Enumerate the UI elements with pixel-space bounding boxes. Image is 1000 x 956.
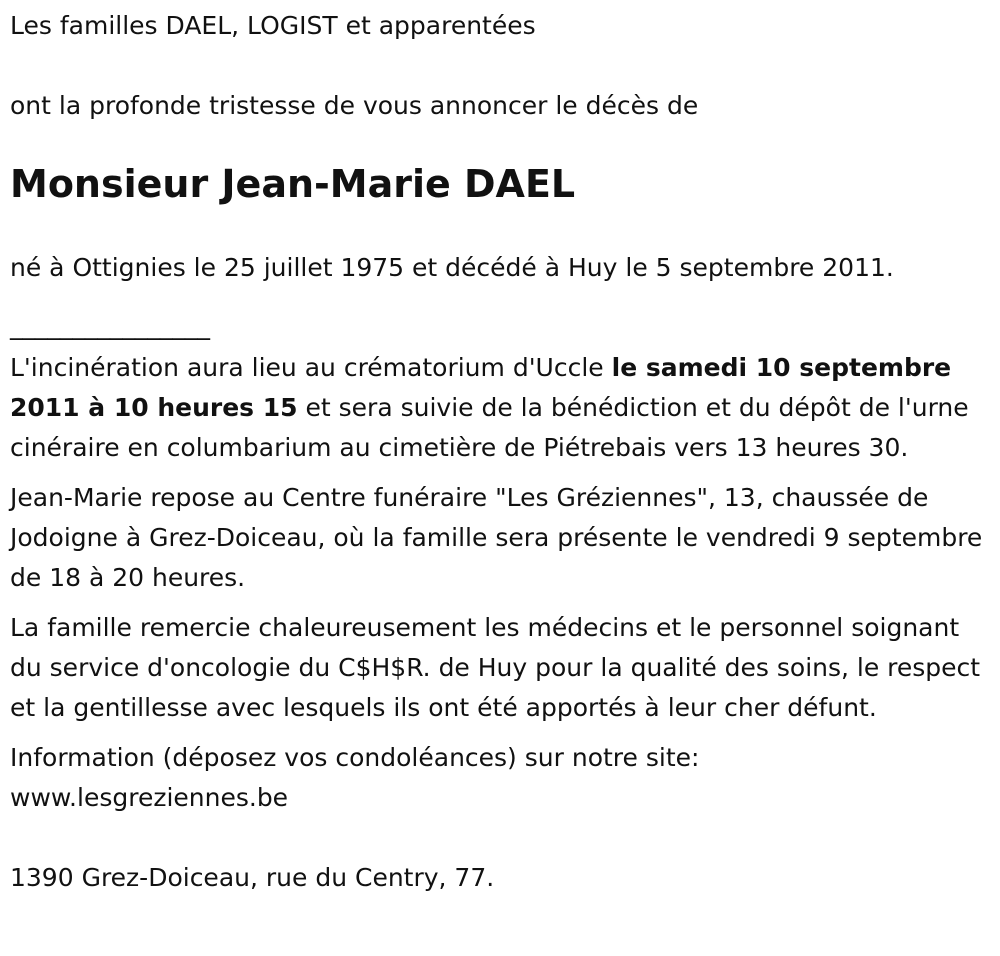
info-label: Information (déposez vos condoléances) sur notre site: xyxy=(10,743,700,772)
address-text: 1390 Grez-Doiceau, rue du Centry, 77. xyxy=(10,863,495,892)
divider-line: ________________ xyxy=(10,311,210,340)
repose-paragraph: Jean-Marie repose au Centre funéraire "Les Gréziennes", 13, chaussée de Jodoigne à Grez-Doiceau, où la famille sera présente le vendredi 9 septembre de 18 à 20 heures. xyxy=(10,483,983,592)
birth-death-dates: né à Ottignies le 25 juillet 1975 et décédé à Huy le 5 septembre 2011. xyxy=(10,253,894,282)
website-link[interactable]: www.lesgreziennes.be xyxy=(10,783,289,812)
thanks-paragraph: La famille remercie chaleureusement les médecins et le personnel soignant du service d'oncologie du C$H$R. de Huy pour la qualité des soins, le respect et la gentillesse avec lesquels ils ont été apportés à leur cher défunt. xyxy=(10,613,981,722)
deceased-name: Monsieur Jean-Marie DAEL xyxy=(10,162,576,206)
ceremony-paragraph xyxy=(10,348,990,468)
ceremony-text-before: L'incinération aura lieu au crématorium d'Uccle xyxy=(10,353,612,382)
ceremony-date: le samedi 10 septembre 2011 à 10 heures 15 xyxy=(10,353,952,422)
announcement-text: ont la profonde tristesse de vous annoncer le décès de xyxy=(10,91,699,120)
ceremony-text-after: et sera suivie de la bénédiction et du dépôt de l'urne cinéraire en columbarium au cimetière de Piétrebais vers 13 heures 30. xyxy=(10,393,969,462)
families-intro: Les familles DAEL, LOGIST et apparentées xyxy=(10,11,536,40)
